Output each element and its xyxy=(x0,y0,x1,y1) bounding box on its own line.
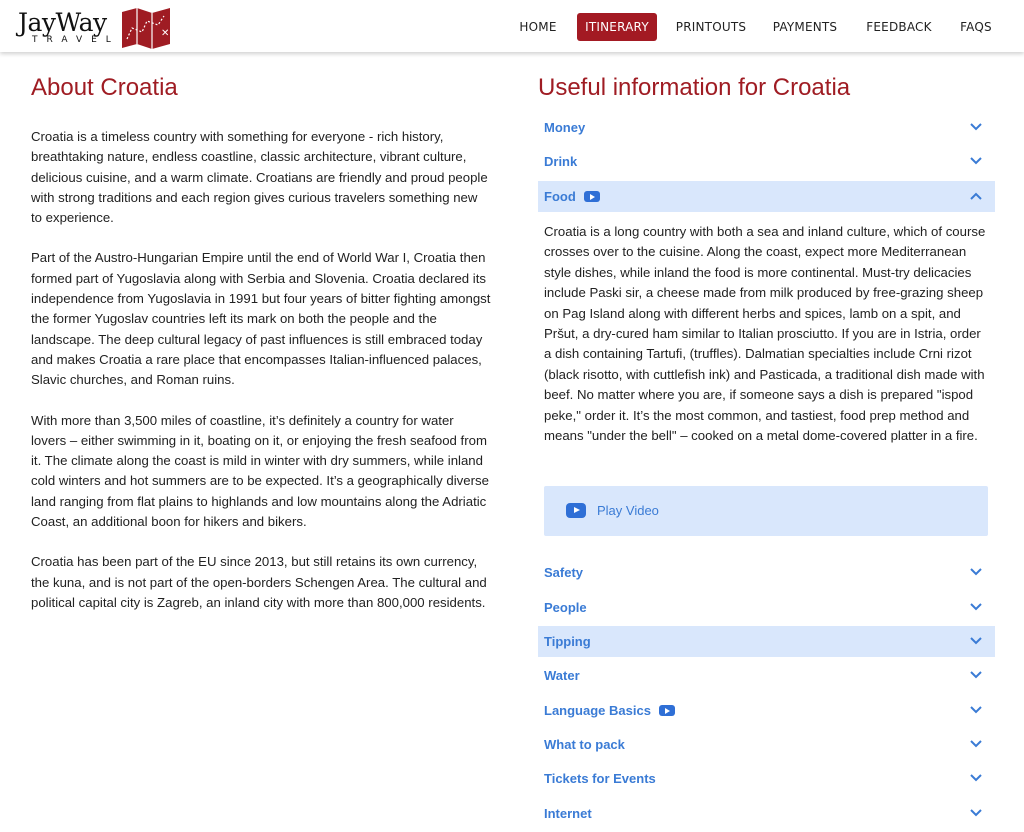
chevron-up-icon xyxy=(969,191,983,201)
about-title: About Croatia xyxy=(31,74,178,101)
accordion-label: Drink xyxy=(544,154,578,169)
accordion-label: People xyxy=(544,600,587,615)
chevron-down-icon xyxy=(969,773,983,783)
chevron-down-icon xyxy=(969,567,983,577)
accordion-what-to-pack[interactable] xyxy=(538,729,995,760)
nav-feedback[interactable]: FEEDBACK xyxy=(866,20,932,34)
accordion-label: Language Basics xyxy=(544,703,651,718)
accordion-language-basics[interactable] xyxy=(538,695,995,726)
about-section xyxy=(31,70,491,633)
accordion-drink[interactable] xyxy=(538,146,995,177)
nav-faqs[interactable]: FAQS xyxy=(960,20,992,34)
accordion-tipping[interactable] xyxy=(538,626,995,657)
folded-map-icon xyxy=(120,6,174,50)
accordion-tickets-for-events[interactable] xyxy=(538,763,995,794)
play-video-icon xyxy=(566,503,586,518)
accordion-label: Internet xyxy=(544,806,592,821)
accordion-money[interactable] xyxy=(538,112,995,143)
accordion-label: Safety xyxy=(544,565,584,580)
top-navigation-bar xyxy=(0,0,1024,52)
nav-home[interactable]: HOME xyxy=(519,20,557,34)
chevron-down-icon xyxy=(969,602,983,612)
accordion-water[interactable] xyxy=(538,660,995,691)
about-paragraph: Part of the Austro-Hungarian Empire until the end of World War I, Croatia then formed part of Yugoslavia along with Serbia and Slovenia. Croatia declared its independence from Yugoslavia in 1991 but four years of bitter fighting amongst the former Yugoslav countries left its mark on both the people and the landscape. The deep cultural legacy of past influences is still embraced today and makes Croatia a rare place that encompasses Italian-influenced palaces, Slavic churches, and Roman ruins. xyxy=(31,250,491,388)
logo-subtitle: TRAVEL xyxy=(32,35,120,45)
chevron-down-icon xyxy=(969,705,983,715)
about-paragraph: With more than 3,500 miles of coastline, it’s definitely a country for water lovers – either swimming in it, boating on it, or enjoying the fresh seafood from it. The climate along the coast is mild in winter with dry summers, while inland cold winters and hot summers are to be expected. It’s a geographically diverse land ranging from flat plains to highlands and low mountains along the Adriatic Coast, an additional boon for hikers and bikers. xyxy=(31,412,489,530)
accordion-people[interactable] xyxy=(538,592,995,623)
nav-payments[interactable]: PAYMENTS xyxy=(772,20,838,34)
chevron-down-icon xyxy=(969,636,983,646)
accordion-label: Money xyxy=(544,120,586,135)
svg-text:✕: ✕ xyxy=(161,28,170,39)
chevron-down-icon xyxy=(969,670,983,680)
accordion-label-wrap xyxy=(544,695,675,726)
food-description: Croatia is a long country with both a sea and inland culture, which of course crosses over to the cuisine. Along the coast, expect more Mediterranean style dishes, while inland the food is more continental. Must-try delicacies include Paski sir, a cheese made from milk produced by free-grazing sheep on Pag Island along with different herbs and spices, lamb on a spit, and Pršut, a dry-cured ham similar to Italian prosciutto. If you are in Istria, order a dish containing Tartufi, (truffles). Dalmatian specialties include Crni rizot (black risotto, with cuttlefish ink) and Pasticada, a traditional dish made with beef. No matter where you are, if someone says a dish is prepared "ispod peke," order it. It’s the most common, and tastiest, food prep method and means "under the bell" – cooked on a metal dome-covered platter in a fire. xyxy=(544,224,986,444)
video-icon xyxy=(584,191,600,202)
chevron-down-icon xyxy=(969,808,983,818)
accordion-internet[interactable] xyxy=(538,798,995,829)
chevron-down-icon xyxy=(969,122,983,132)
useful-info-section xyxy=(538,70,995,821)
play-video-label: Play Video xyxy=(597,503,659,518)
accordion-label: Water xyxy=(544,668,580,683)
accordion-label: Tickets for Events xyxy=(544,771,656,786)
accordion-safety[interactable] xyxy=(538,557,995,588)
nav-printouts[interactable]: PRINTOUTS xyxy=(675,20,747,34)
chevron-down-icon xyxy=(969,739,983,749)
play-video-button[interactable] xyxy=(544,486,988,536)
accordion-label: Tipping xyxy=(544,634,591,649)
nav-itinerary[interactable]: ITINERARY xyxy=(577,13,657,41)
about-paragraph: Croatia has been part of the EU since 2013, but still retains its own currency, the kuna, and is not part of the open-borders Schengen Area. The cultural and political capital city is Zagreb, an inland city with more than 800,000 residents. xyxy=(31,554,487,610)
accordion-label: Food xyxy=(544,189,576,204)
about-paragraph: Croatia is a timeless country with something for everyone - rich history, breathtaking nature, endless coastline, classic architecture, vibrant culture, delicious cuisine, and a warm climate. Croatians are friendly and proud people with strong traditions and each region gives curious travelers something new to experience. xyxy=(31,129,488,226)
chevron-down-icon xyxy=(969,156,983,166)
useful-info-title: Useful information for Croatia xyxy=(538,74,851,101)
logo-wordmark: JayWay xyxy=(18,8,107,37)
accordion-label-wrap xyxy=(544,181,600,212)
video-icon xyxy=(659,705,675,716)
accordion-label: What to pack xyxy=(544,737,625,752)
accordion-food[interactable] xyxy=(538,181,995,212)
